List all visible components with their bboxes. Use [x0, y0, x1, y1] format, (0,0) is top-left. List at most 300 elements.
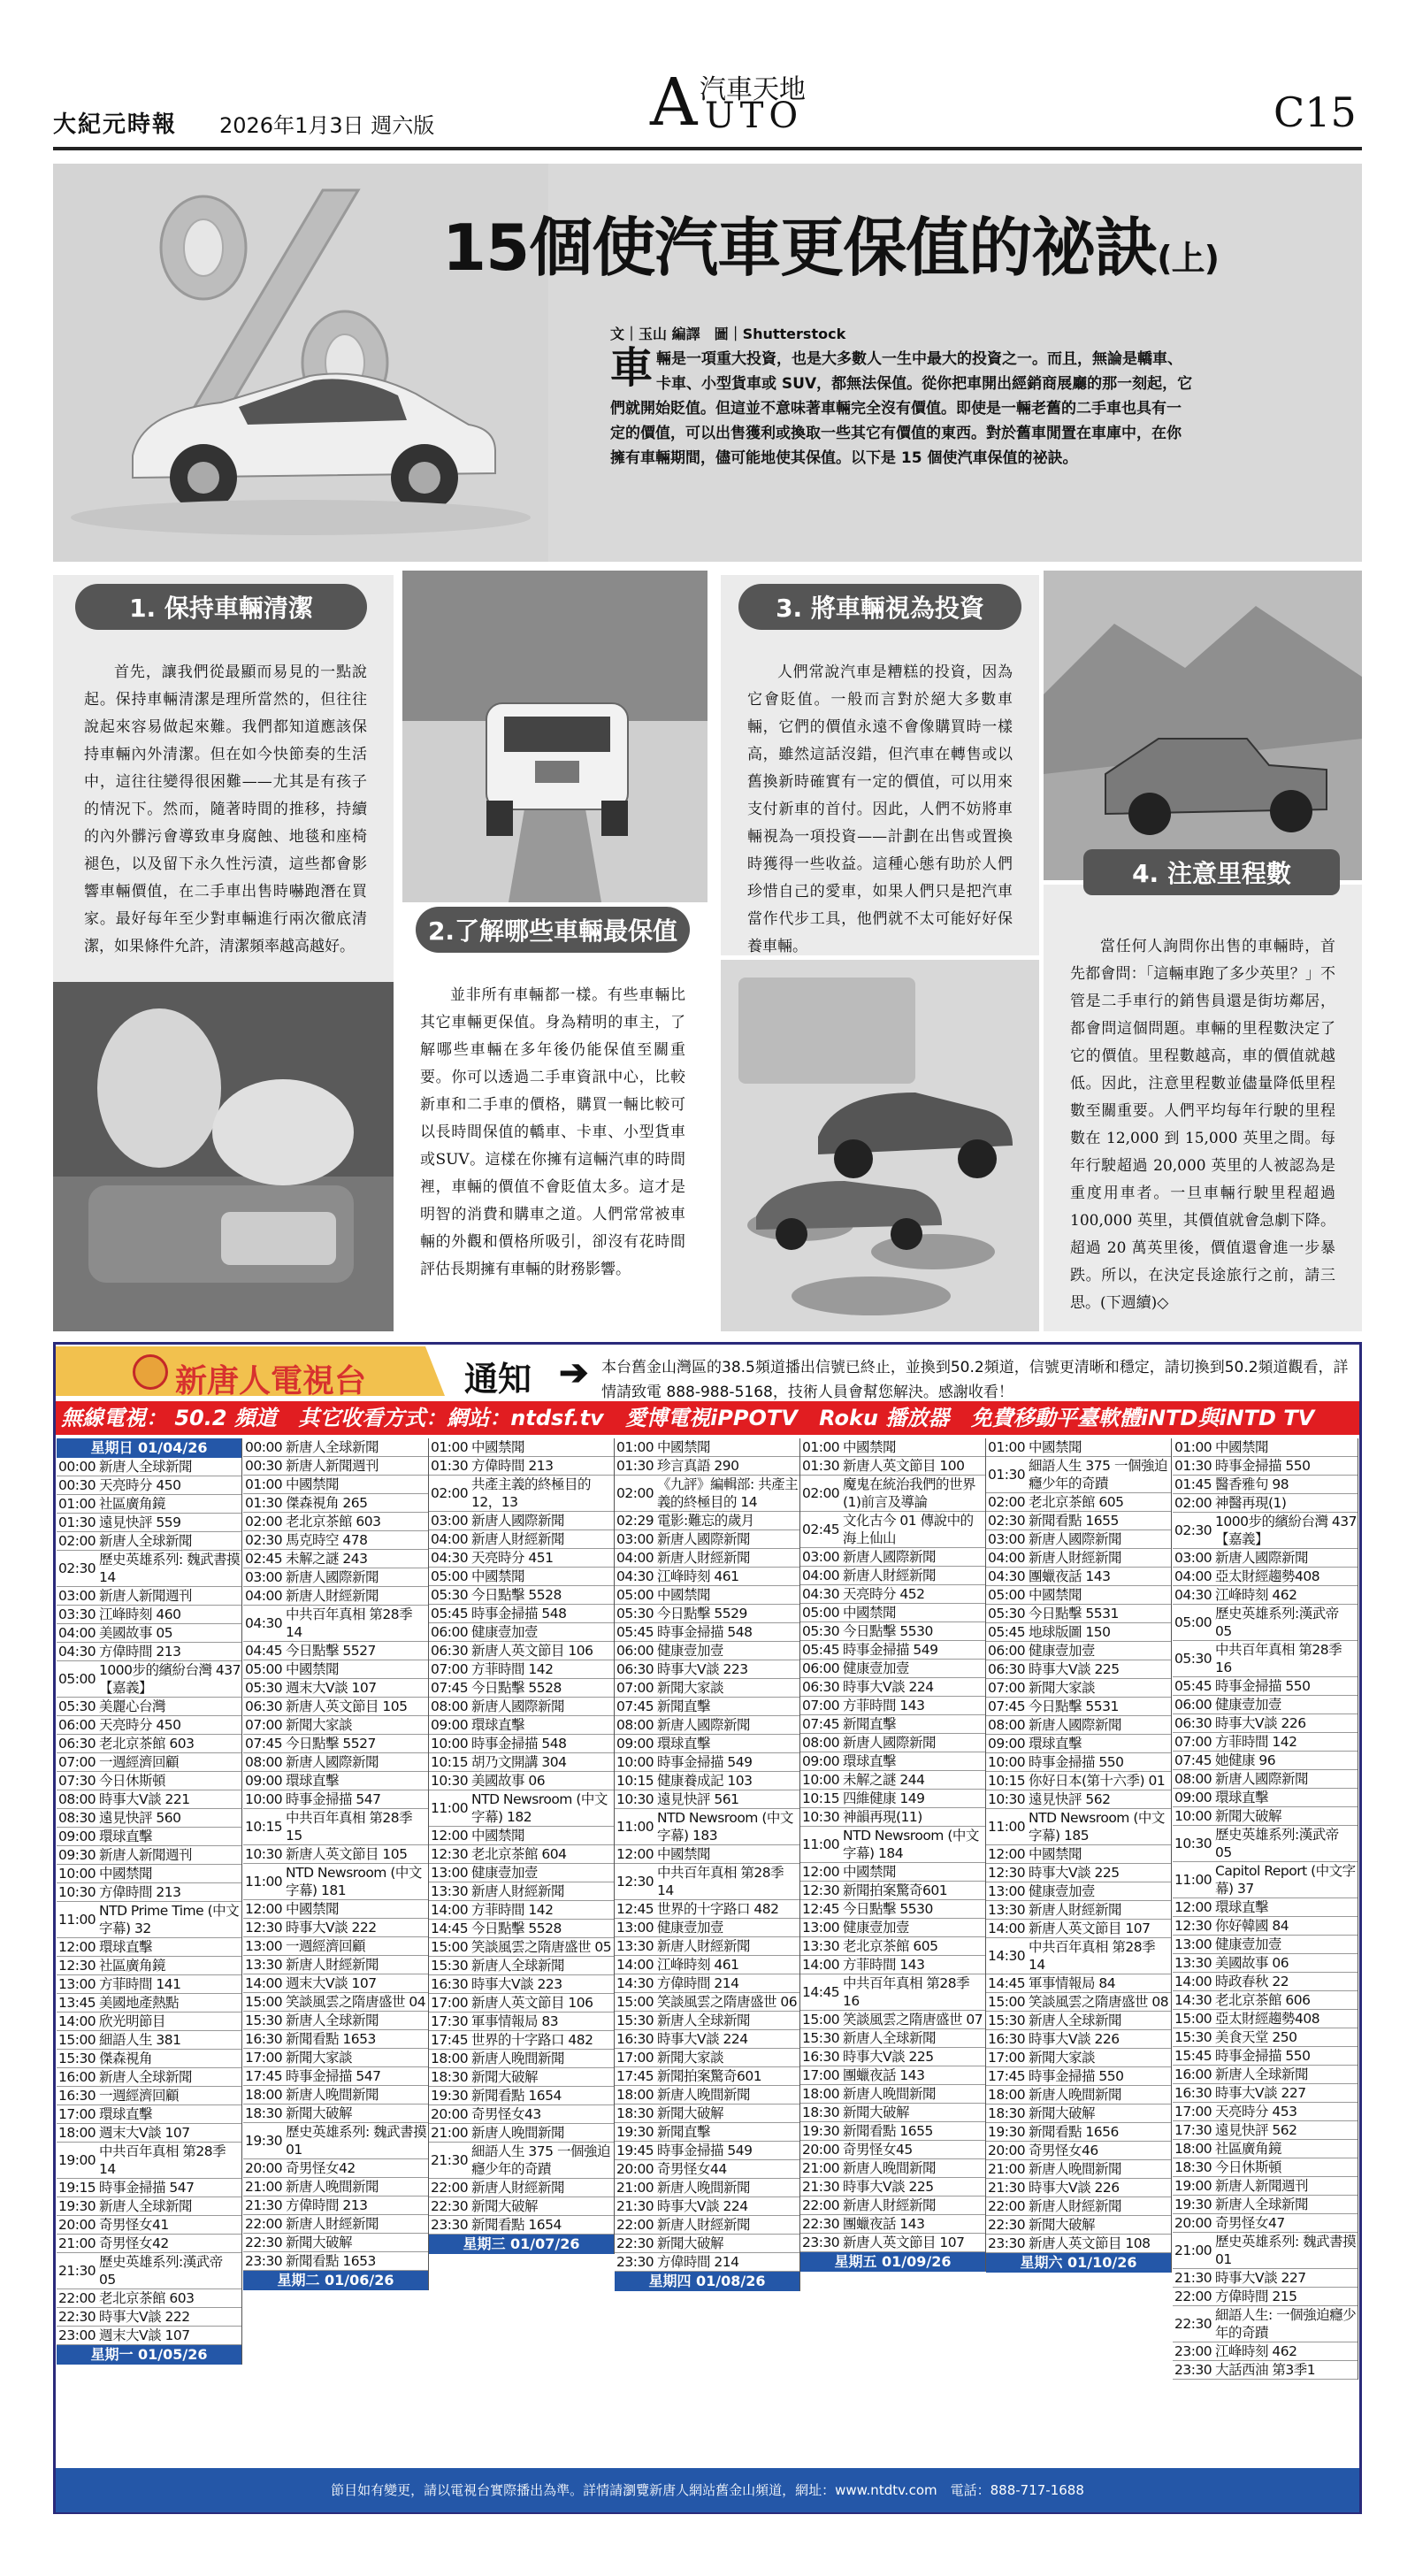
schedule-time: 02:45	[802, 1522, 840, 1537]
schedule-time: 11:00	[245, 1874, 283, 1890]
schedule-program: 傑森視角 265	[286, 1495, 368, 1511]
schedule-row	[243, 2086, 428, 2104]
schedule-time: 01:30	[802, 1458, 840, 1474]
schedule-time: 07:45	[431, 1680, 469, 1696]
schedule-time: 07:00	[245, 1717, 283, 1733]
schedule-time: 09:00	[616, 1736, 654, 1752]
schedule-program: 中國禁聞	[657, 1439, 711, 1455]
schedule-program: 軍事情報局 83	[471, 2013, 559, 2029]
schedule-time: 01:45	[1174, 1476, 1212, 1492]
schedule-program: 時事金掃描 549	[657, 2143, 753, 2158]
schedule-time: 14:45	[802, 1984, 840, 2000]
schedule-time: 13:00	[802, 1920, 840, 1936]
schedule-row	[243, 1587, 428, 1606]
schedule-program: 中共百年真相 第28季 14	[99, 2143, 226, 2177]
schedule-time: 01:00	[58, 1496, 96, 1512]
schedule-time: 21:00	[988, 2161, 1026, 2177]
schedule-time: 01:30	[245, 1495, 283, 1511]
schedule-time: 19:30	[988, 2124, 1026, 2140]
schedule-time: 16:30	[616, 2031, 654, 2047]
schedule-time: 02:45	[245, 1551, 283, 1567]
schedule-time: 01:00	[431, 1439, 469, 1455]
schedule-program: Capitol Report (中文字幕) 37	[1215, 1863, 1356, 1897]
schedule-row	[1173, 1513, 1358, 1549]
schedule-row	[800, 2104, 985, 2122]
schedule-row	[986, 1568, 1171, 1586]
schedule-program: 軍事情報局 84	[1029, 1975, 1116, 1991]
schedule-row	[57, 1772, 241, 1790]
schedule-time: 08:00	[988, 1717, 1026, 1733]
schedule-row	[57, 2124, 241, 2143]
schedule-time: 18:00	[431, 2051, 469, 2066]
schedule-program: 中國禁聞	[657, 1587, 711, 1603]
schedule-time: 04:00	[245, 1588, 283, 1604]
schedule-row	[800, 2066, 985, 2085]
schedule-time: 12:30	[616, 1874, 654, 1890]
schedule-row	[615, 1679, 799, 1698]
schedule-row	[986, 2067, 1171, 2086]
schedule-program: 老北京茶館 605	[843, 1938, 938, 1954]
schedule-time: 01:30	[431, 1458, 469, 1474]
schedule-program: 新聞看點 1655	[1029, 1513, 1119, 1529]
schedule-row	[57, 1828, 241, 1846]
schedule-program: 方菲時間 142	[471, 1661, 554, 1677]
schedule-time: 16:30	[431, 1976, 469, 1992]
schedule-time: 07:45	[245, 1736, 283, 1752]
schedule-row	[986, 1493, 1171, 1512]
schedule-program: 美國故事 06	[1215, 1955, 1289, 1971]
schedule-program: 新唐人晚間新聞	[286, 2087, 379, 2103]
schedule-row	[986, 2142, 1171, 2160]
schedule-program: NTD Prime Time (中文字幕) 32	[99, 1903, 240, 1936]
schedule-row	[1173, 1494, 1358, 1513]
arrow-right-icon: ➔	[559, 1352, 589, 1393]
schedule-time: 04:00	[988, 1550, 1026, 1566]
channel-bar-item: 其它收看方式：網站：ntdsf.tv	[298, 1406, 604, 1430]
schedule-time: 23:30	[988, 2235, 1026, 2251]
schedule-row	[615, 1845, 799, 1864]
schedule-time: 03:00	[616, 1531, 654, 1547]
schedule-row	[429, 1845, 614, 1864]
day-header: 星期三 01/07/26	[429, 2235, 614, 2254]
schedule-row	[243, 2234, 428, 2252]
schedule-row	[1173, 2047, 1358, 2066]
schedule-program: 新唐人財經新聞	[657, 2217, 751, 2233]
schedule-row	[57, 1587, 241, 1606]
schedule-time: 13:00	[988, 1883, 1026, 1899]
schedule-program: 時事金掃描 547	[99, 2180, 195, 2196]
schedule-program: 中共百年真相 第28季 14	[286, 1606, 413, 1640]
schedule-time: 10:15	[616, 1773, 654, 1789]
schedule-time: 01:00	[1174, 1439, 1212, 1455]
schedule-program: 歷史英雄系列: 魏武書摸 14	[99, 1552, 241, 1585]
schedule-program: 細語人生 375 一個強迫癮少年的奇蹟	[471, 2143, 610, 2177]
schedule-row	[986, 2179, 1171, 2197]
schedule-time: 09:00	[245, 1773, 283, 1789]
schedule-program: 新聞大家談	[1029, 2050, 1096, 2066]
schedule-program: 新聞大破解	[471, 2069, 539, 2085]
schedule-program: 方偉時間 213	[99, 1884, 181, 1900]
schedule-row	[615, 1438, 799, 1457]
schedule-row	[800, 1641, 985, 1660]
schedule-time: 11:00	[58, 1912, 96, 1928]
schedule-time: 20:00	[616, 2161, 654, 2177]
section-4-body: 當任何人詢問你出售的車輛時，首先都會問：「這輛車跑了多少英里？」不管是二手車行的銷售員還是街坊鄰居，都會問這個問題。車輛的里程數決定了它的價值。里程數越高，車的價值就越低。因此，注意里程數並儘量降低里程數至關重要。人們平均每年行駛的里程數在 12,000 到 15,000 英里之間。每年行駛超過 20,000 英里的人被認為是重度用車者。一旦車輛行駛里程超過 100,000 英里，其價值就會急劇下降。超過 20 萬英里後，價值還會進一步暴跌。所以，在決定長途旅行之前，請三思。(下週續)◇	[1070, 938, 1335, 1312]
schedule-row	[243, 1956, 428, 1974]
schedule-time: 18:00	[1174, 2141, 1212, 2157]
schedule-time: 17:45	[616, 2068, 654, 2084]
schedule-program: 歷史英雄系列: 魏武書摸 01	[286, 2124, 427, 2158]
schedule-row	[986, 1438, 1171, 1457]
schedule-time: 22:00	[245, 2216, 283, 2232]
schedule-row	[986, 2235, 1171, 2253]
schedule-time: 14:00	[616, 1957, 654, 1973]
schedule-row	[1173, 1954, 1358, 1973]
schedule-program: 新唐人財經新聞	[843, 1568, 937, 1583]
schedule-time: 13:00	[616, 1920, 654, 1936]
schedule-row	[986, 1530, 1171, 1549]
schedule-row	[57, 2197, 241, 2216]
schedule-row	[1173, 1549, 1358, 1568]
schedule-program: 新唐人晚間新聞	[1029, 2087, 1122, 2103]
schedule-program: 一週經濟回顧	[99, 2088, 180, 2104]
schedule-time: 22:00	[988, 2198, 1026, 2214]
schedule-row	[800, 1678, 985, 1697]
schedule-time: 10:00	[58, 1866, 96, 1882]
schedule-program: 方偉時間 213	[471, 1458, 554, 1474]
schedule-program: 新唐人國際新聞	[1029, 1531, 1122, 1547]
schedule-row	[57, 1514, 241, 1532]
schedule-time: 15:30	[616, 2012, 654, 2028]
schedule-program: 新聞大家談	[657, 2050, 724, 2066]
schedule-row	[57, 1698, 241, 1716]
schedule-program: 奇男怪女47	[1215, 2215, 1285, 2231]
schedule-row	[800, 2159, 985, 2178]
schedule-time: 05:00	[988, 1587, 1026, 1603]
schedule-row	[429, 2197, 614, 2216]
paper-name: 大紀元時報	[53, 111, 178, 138]
schedule-time: 07:00	[616, 1680, 654, 1696]
schedule-program: 方偉時間 213	[99, 1644, 181, 1660]
schedule-program: 時事金掃描 547	[286, 2068, 381, 2084]
schedule-time: 18:30	[802, 2104, 840, 2120]
schedule-row	[57, 2308, 241, 2327]
schedule-time: 01:30	[1174, 1458, 1212, 1474]
schedule-row	[800, 2234, 985, 2252]
schedule-row	[1173, 2121, 1358, 2140]
schedule-program: 新唐人全球新聞	[843, 2030, 937, 2046]
schedule-row	[986, 1457, 1171, 1493]
schedule-row	[57, 2012, 241, 2031]
schedule-time: 20:00	[245, 2160, 283, 2176]
schedule-row	[800, 2048, 985, 2066]
schedule-row	[429, 1512, 614, 1530]
schedule-row	[986, 1549, 1171, 1568]
schedule-row	[243, 1476, 428, 1494]
schedule-time: 09:00	[988, 1736, 1026, 1752]
schedule-program: 美麗心台灣	[99, 1698, 166, 1714]
schedule-program: NTD Newsroom (中文字幕) 185	[1029, 1810, 1165, 1844]
schedule-time: 10:00	[431, 1736, 469, 1752]
schedule-time: 02:00	[616, 1485, 654, 1501]
schedule-row	[615, 1586, 799, 1605]
schedule-time: 12:45	[616, 1901, 654, 1917]
schedule-row	[243, 1993, 428, 2012]
schedule-row	[615, 1772, 799, 1790]
section-logo	[650, 62, 845, 142]
schedule-program: 時事大V談 225	[1029, 1661, 1120, 1677]
schedule-program: 笑談風雲之隋唐盛世 05	[471, 1939, 612, 1955]
schedule-program: 新聞看點 1654	[471, 2217, 562, 2233]
schedule-time: 22:00	[1174, 2288, 1212, 2304]
schedule-time: 07:45	[616, 1698, 654, 1714]
schedule-program: 中共百年真相 第28季 15	[286, 1810, 413, 1844]
schedule-time: 12:45	[802, 1901, 840, 1917]
schedule-program: 遠見快評 559	[99, 1514, 181, 1530]
schedule-row	[243, 1900, 428, 1919]
day-header: 星期四 01/08/26	[615, 2272, 799, 2291]
schedule-program: 江峰時刻 462	[1215, 2343, 1297, 2359]
schedule-time: 22:30	[58, 2309, 96, 2325]
schedule-program: 時事大V談 227	[1215, 2270, 1306, 2286]
schedule-row	[615, 1956, 799, 1974]
schedule-program: 你好日本(第十六季) 01	[1029, 1773, 1166, 1789]
schedule-row	[57, 1753, 241, 1772]
schedule-time: 12:30	[802, 1882, 840, 1898]
schedule-program: 中國禁聞	[657, 1846, 711, 1862]
schedule-program: 遠見快評 561	[657, 1791, 739, 1807]
schedule-time: 21:30	[245, 2197, 283, 2213]
schedule-program: 新聞看點 1655	[843, 2123, 933, 2139]
schedule-row	[800, 2141, 985, 2159]
schedule-row	[1173, 1476, 1358, 1494]
schedule-program: 健康壹加壹	[1215, 1936, 1282, 1952]
schedule-program: 新唐人全球新聞	[99, 1459, 193, 1475]
schedule-time: 10:00	[988, 1754, 1026, 1770]
schedule-row	[615, 2104, 799, 2123]
channel-bar-item: 免費移動平臺軟體iNTD與iNTD TV	[970, 1406, 1315, 1430]
schedule-program: 中國禁聞	[471, 1439, 525, 1455]
schedule-program: 環球直擊	[1029, 1736, 1082, 1752]
schedule-time: 04:30	[616, 1568, 654, 1584]
schedule-time: 11:00	[1174, 1872, 1212, 1888]
schedule-program: 今日點擊 5528	[471, 1680, 562, 1696]
schedule-time: 08:00	[245, 1754, 283, 1770]
schedule-program: NTD Newsroom (中文字幕) 184	[843, 1828, 979, 1861]
schedule-program: 新唐人全球新聞	[286, 1439, 379, 1455]
schedule-program: 時事金掃描 550	[1215, 1458, 1311, 1474]
schedule-row	[1173, 1807, 1358, 1826]
schedule-row	[986, 2049, 1171, 2067]
schedule-time: 21:30	[1174, 2270, 1212, 2286]
schedule-time: 21:00	[58, 2235, 96, 2251]
schedule-time: 01:30	[988, 1467, 1026, 1483]
schedule-time: 22:00	[616, 2217, 654, 2233]
schedule-program: 時事大V談 223	[471, 1976, 562, 1992]
schedule-program: 時事大V談 226	[1029, 2031, 1120, 2047]
schedule-program: 時事金掃描 549	[843, 1642, 938, 1658]
schedule-program: 歷史英雄系列:漢武帝 05	[1215, 1606, 1339, 1639]
schedule-time: 07:45	[1174, 1752, 1212, 1768]
schedule-time: 04:00	[802, 1568, 840, 1583]
schedule-time: 01:00	[616, 1439, 654, 1455]
schedule-time: 09:00	[431, 1717, 469, 1733]
schedule-row	[429, 1679, 614, 1698]
schedule-program: 時政春秋 22	[1215, 1974, 1289, 1990]
schedule-time: 05:45	[431, 1606, 469, 1622]
schedule-time: 19:30	[802, 2123, 840, 2139]
schedule-time: 13:30	[1174, 1955, 1212, 1971]
schedule-row	[429, 1920, 614, 1938]
schedule-time: 12:30	[988, 1865, 1026, 1881]
schedule-row	[243, 1937, 428, 1956]
schedule-row	[243, 1735, 428, 1753]
day-header: 星期五 01/09/26	[800, 2252, 985, 2272]
schedule-program: 珍言真語 290	[657, 1458, 739, 1474]
schedule-program: 社區廣角鏡	[99, 1958, 166, 1974]
section-title-cn: 汽車天地	[700, 74, 806, 105]
schedule-time: 08:00	[431, 1698, 469, 1714]
schedule-time: 10:30	[431, 1773, 469, 1789]
schedule-time: 21:30	[988, 2180, 1026, 2196]
schedule-time: 20:00	[58, 2217, 96, 2233]
schedule-program: 新聞直擊	[843, 1716, 897, 1732]
schedule-time: 09:00	[1174, 1790, 1212, 1806]
schedule-row	[243, 1772, 428, 1790]
lead-text: 輛是一項重大投資，也是大多數人一生中最大的投資之一。而且，無論是轎車、卡車、小型貨車或 SUV，都無法保值。從你把車開出經銷商展廳的那一刻起，它們就開始貶值。但這並不意味著車輛完全沒有價值。即使是一輛老舊的二手車也具有一定的價值，可以出售獲利或換取一些其它有價值的東西。對於舊車閒置在車庫中，在你擁有車輛期間，儘可能地使其保值。以下是 15 個使汽車保值的祕訣。	[610, 350, 1193, 467]
schedule-time: 14:00	[1174, 1974, 1212, 1990]
schedule-row	[429, 1938, 614, 1957]
schedule-time: 19:30	[431, 2088, 469, 2104]
schedule-row	[429, 1623, 614, 1642]
schedule-row	[800, 1771, 985, 1790]
schedule-program: 新唐人財經新聞	[286, 1588, 379, 1604]
schedule-program: 今日點擊 5530	[843, 1623, 933, 1639]
schedule-row	[986, 1864, 1171, 1882]
schedule-program: 新唐人英文節目 107	[1029, 1920, 1151, 1936]
schedule-row	[57, 1643, 241, 1661]
schedule-program: 新聞大破解	[1215, 1808, 1282, 1824]
schedule-program: 老北京茶館 603	[286, 1514, 381, 1530]
schedule-program: 新唐人財經新聞	[657, 1938, 751, 1954]
schedule-row	[429, 2087, 614, 2105]
schedule-time: 20:00	[802, 2142, 840, 2158]
schedule-time: 11:00	[431, 1800, 469, 1816]
schedule-program: 新唐人財經新聞	[471, 2180, 565, 2196]
schedule-time: 07:00	[1174, 1734, 1212, 1750]
schedule-time: 17:30	[1174, 2122, 1212, 2138]
schedule-program: 新唐人全球新聞	[657, 2012, 751, 2028]
schedule-time: 03:00	[802, 1549, 840, 1565]
schedule-program: 醫香雅句 98	[1215, 1476, 1289, 1492]
schedule-time: 18:30	[431, 2069, 469, 2085]
schedule-row	[800, 2029, 985, 2048]
schedule-row	[615, 1974, 799, 1993]
schedule-program: 新聞看點 1653	[286, 2031, 376, 2047]
schedule-time: 15:00	[1174, 2011, 1212, 2027]
schedule-program: 週末大V談 107	[286, 1975, 377, 1991]
schedule-program: 今日點擊 5531	[1029, 1698, 1119, 1714]
schedule-program: 環球直擊	[99, 1828, 153, 1844]
schedule-time: 22:30	[802, 2216, 840, 2232]
schedule-time: 15:00	[431, 1939, 469, 1955]
schedule-time: 02:00	[802, 1485, 840, 1501]
schedule-row	[429, 1457, 614, 1476]
schedule-row	[243, 2196, 428, 2215]
schedule-program: 新唐人全球新聞	[99, 2069, 193, 2085]
schedule-row	[615, 1476, 799, 1512]
schedule-time: 19:30	[616, 2124, 654, 2140]
schedule-time: 01:00	[245, 1476, 283, 1492]
schedule-time: 04:30	[431, 1550, 469, 1566]
schedule-row	[1173, 1917, 1358, 1936]
notice-label: 通知	[464, 1360, 532, 1399]
schedule-time: 04:00	[1174, 1568, 1212, 1584]
schedule-program: 江峰時刻 460	[99, 1606, 181, 1622]
schedule-row	[243, 2049, 428, 2067]
schedule-time: 07:45	[802, 1716, 840, 1732]
schedule-time: 22:00	[802, 2197, 840, 2213]
schedule-row	[429, 2216, 614, 2235]
schedule-program: 時事大V談 224	[843, 1679, 934, 1695]
schedule-program: 健康壹加壹	[1029, 1883, 1096, 1899]
schedule-row	[1173, 2010, 1358, 2028]
schedule-program: 新唐人國際新聞	[286, 1569, 379, 1585]
schedule-program: 大話西油 第3季1	[1215, 2362, 1316, 2378]
schedule-time: 04:30	[988, 1568, 1026, 1584]
schedule-time: 04:30	[245, 1615, 283, 1631]
schedule-program: 新唐人晚間新聞	[286, 2179, 379, 2195]
schedule-time: 05:30	[616, 1606, 654, 1622]
schedule-program: 中國禁聞	[471, 1828, 525, 1844]
schedule-time: 16:30	[245, 2031, 283, 2047]
schedule-time: 20:00	[1174, 2215, 1212, 2231]
schedule-row	[615, 1549, 799, 1568]
schedule-row	[243, 1568, 428, 1587]
section-title-en: UTO	[705, 96, 804, 136]
schedule-row	[615, 1457, 799, 1476]
schedule-row	[57, 2068, 241, 2087]
schedule-time: 01:00	[802, 1439, 840, 1455]
schedule-time: 12:30	[431, 1846, 469, 1862]
schedule-time: 14:30	[1174, 1992, 1212, 2008]
schedule-row	[800, 1567, 985, 1585]
schedule-row	[1173, 2269, 1358, 2288]
schedule-program: 社區廣角鏡	[99, 1496, 166, 1512]
schedule-program: 笑談風雲之隋唐盛世 07	[843, 2012, 983, 2028]
schedule-row	[800, 1512, 985, 1548]
schedule-time: 06:00	[431, 1624, 469, 1640]
schedule-row	[429, 2105, 614, 2124]
schedule-row	[986, 1882, 1171, 1901]
schedule-program: 新唐人英文節目 105	[286, 1846, 408, 1862]
schedule-time: 18:00	[616, 2087, 654, 2103]
schedule-time: 04:30	[1174, 1587, 1212, 1603]
schedule-program: 新唐人國際新聞	[843, 1735, 937, 1751]
section-3-title: 3. 將車輛視為投資	[738, 584, 1021, 630]
schedule-day-column	[615, 1438, 800, 2291]
schedule-program: 新唐人新聞週刊	[1215, 2178, 1309, 2194]
schedule-time: 07:45	[988, 1698, 1026, 1714]
schedule-row	[615, 2197, 799, 2216]
schedule-time: 09:30	[58, 1847, 96, 1863]
schedule-time: 04:00	[616, 1550, 654, 1566]
schedule-time: 14:00	[245, 1975, 283, 1991]
schedule-row	[800, 1808, 985, 1827]
schedule-time: 15:30	[245, 2012, 283, 2028]
schedule-time: 23:30	[802, 2235, 840, 2250]
schedule-footer: 節目如有變更，請以電視台實際播出為準。詳情請瀏覽新唐人網站舊金山頻道，網址：www.ntdtv.com 電話：888-717-1688	[56, 2468, 1359, 2512]
